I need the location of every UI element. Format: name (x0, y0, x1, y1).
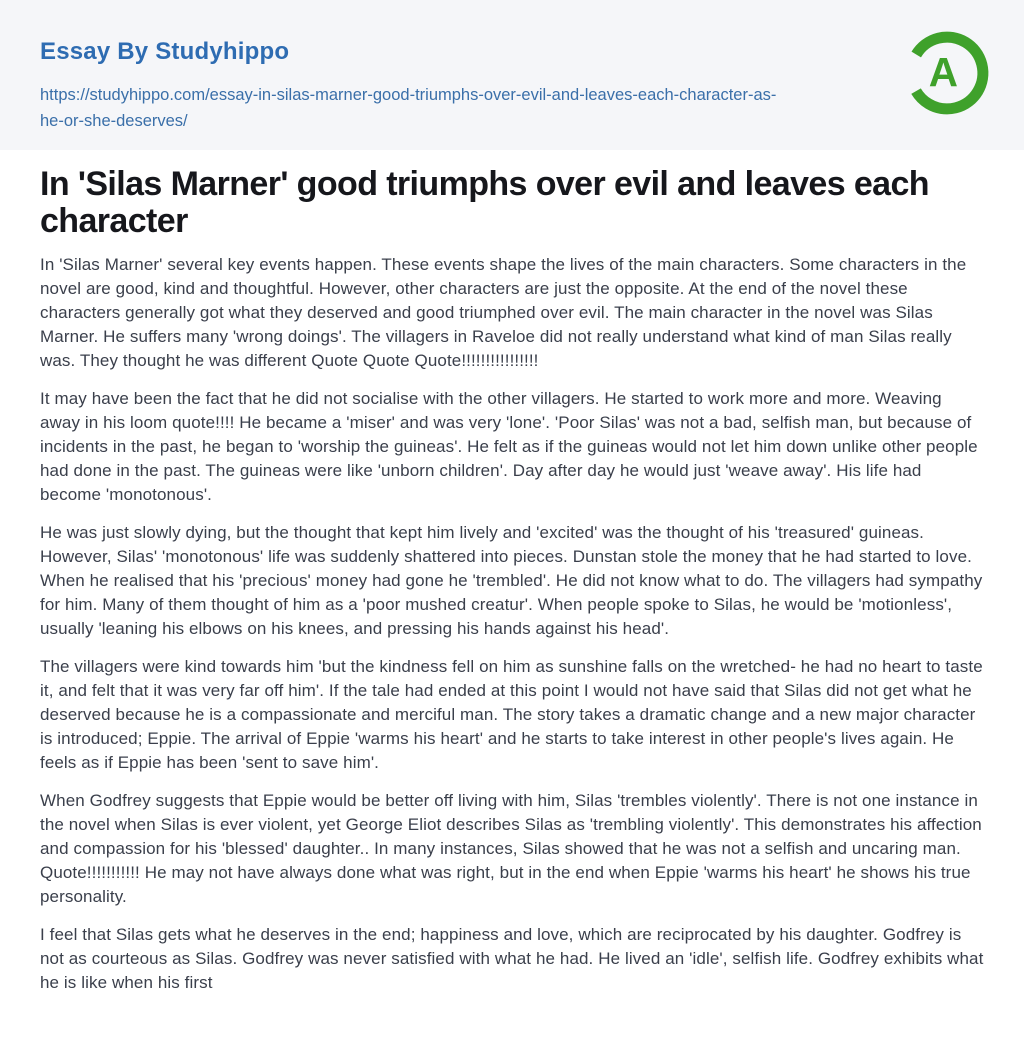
essay-paragraph-5: When Godfrey suggests that Eppie would be better off living with him, Silas 'trembles violently'. There is not one instance in the novel when Silas is ever violent, yet George Eliot describes Silas as 'trembling violently'. This demonstrates his affection and compassion for his 'blessed' daughter.. In many instances, Silas showed that he was not a selfish and uncaring man. Quote!!!!!!!!!!! He may not have always done what was right, but in the end when Eppie 'warms his heart' he shows his true personality. (40, 791, 982, 906)
essay-paragraph-3: He was just slowly dying, but the thought that kept him lively and 'excited' was the thought of his 'treasured' guineas. However, Silas' 'monotonous' life was suddenly shattered into pieces. Dunstan stole the money that he had started to love. When he realised that his 'precious' money had gone he 'trembled'. He did not know what to do. The villagers had sympathy for him. Many of them thought of him as a 'poor mushed creatur'. When people spoke to Silas, he would be 'motionless', usually 'leaning his elbows on his knees, and pressing his hands against his head'. (40, 523, 983, 638)
essay-paragraph-1: In 'Silas Marner' several key events happen. These events shape the lives of the main characters. Some characters in the novel are good, kind and thoughtful. However, other characters are just the opposite. At the end of the novel these characters generally got what they deserved and good triumphed over evil. The main character in the novel was Silas Marner. He suffers many 'wrong doings'. The villagers in Raveloe did not really understand what kind of man Silas really was. They thought he was different Quote Quote Quote!!!!!!!!!!!!!!!! (40, 255, 967, 370)
site-title: Essay By Studyhippo (40, 38, 290, 65)
header (0, 0, 1024, 150)
essay-paragraph-6: I feel that Silas gets what he deserves in the end; happiness and love, which are reciprocated by his daughter. Godfrey is not as courteous as Silas. Godfrey was never satisfied with what he had. He lived an 'idle', selfish life. Godfrey exhibits what he is like when his first (40, 925, 984, 992)
logo-ring-icon (901, 27, 993, 119)
logo-letter: A (928, 48, 958, 95)
header-text (40, 38, 984, 134)
essay-paragraph-2: It may have been the fact that he did not socialise with the other villagers. He started to work more and more. Weaving away in his loom quote!!!! He became a 'miser' and was very 'lone'. 'Poor Silas' was not a bad, selfish man, but because of incidents in the past, he began to 'worship the guineas'. He felt as if the guineas would not let him down unlike other people had done in the past. The guineas were like 'unborn children'. Day after day he would just 'weave away'. His life had become 'monotonous'. (40, 389, 978, 504)
essay-title: In 'Silas Marner' good triumphs over evil and leaves each character (40, 165, 929, 240)
essay-content (0, 150, 1024, 995)
essay-paragraph-4: The villagers were kind towards him 'but the kindness fell on him as sunshine falls on the wretched- he had no heart to taste it, and felt that it was very far off him'. If the tale had ended at this point I would not have said that Silas did not get what he deserved because he is a compassionate and merciful man. The story takes a dramatic change and a new major character is introduced; Eppie. The arrival of Eppie 'warms his heart' and he starts to take interest in other people's lives again. He feels as if Eppie has been 'sent to save him'. (40, 657, 983, 772)
essay-url-link[interactable]: https://studyhippo.com/essay-in-silas-marner-good-triumphs-over-evil-and-leaves-each-character-as-he-or-she-deserves/ (40, 86, 777, 130)
studyhippo-logo (901, 27, 993, 119)
